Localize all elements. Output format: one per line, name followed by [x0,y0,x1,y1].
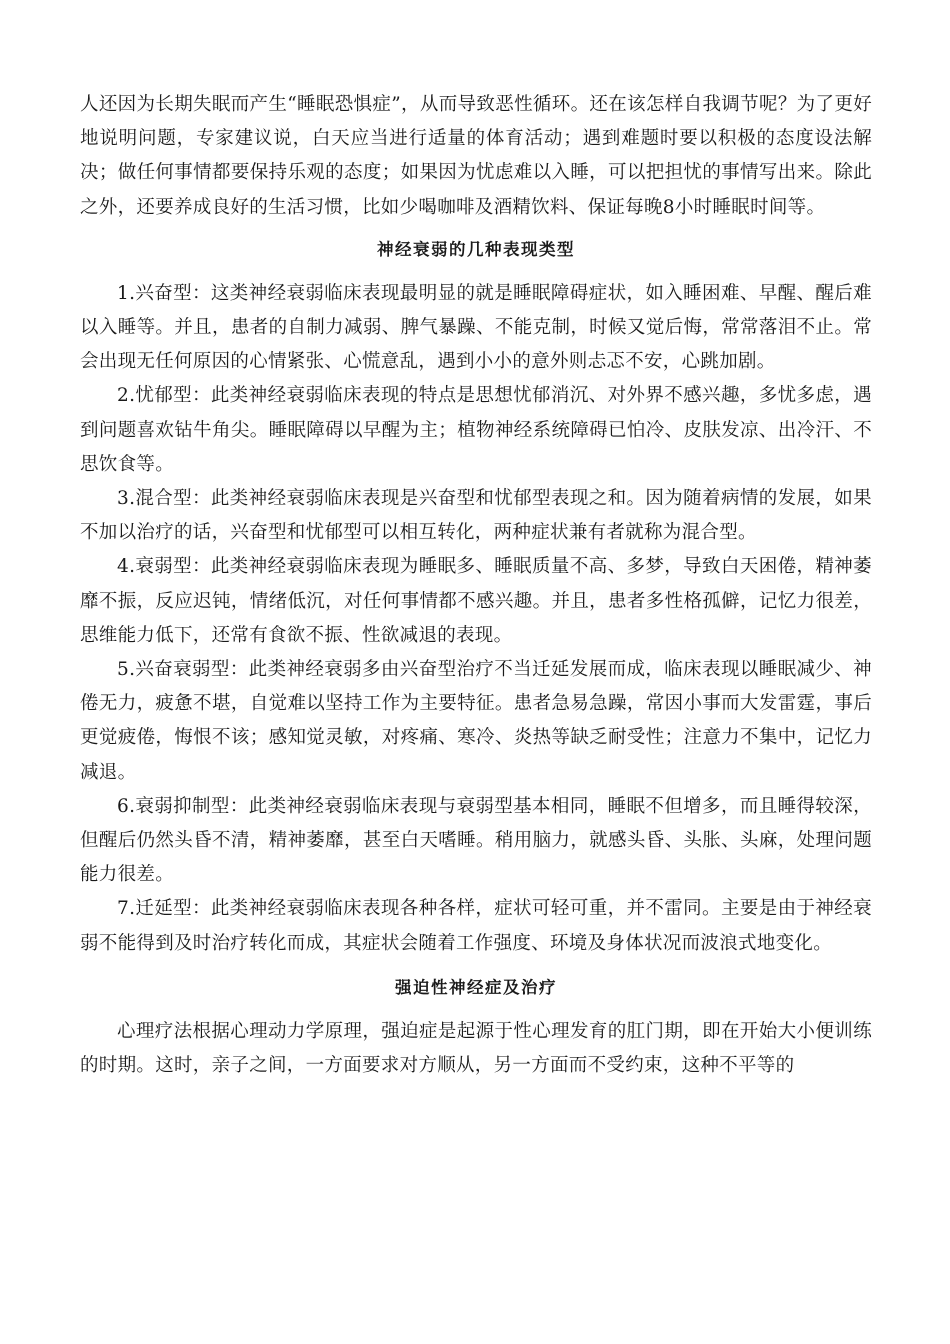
intro-paragraph: 人还因为长期失眠而产生“睡眠恐惧症”，从而导致恶性循环。还在该怎样自我调节呢？为了更好地说明问题，专家建议说，白天应当进行适量的体育活动；遇到难题时要以积极的态度设法解决；做任何事情都要保持乐观的态度；如果因为忧虑难以入睡，可以把担忧的事情写出来。除此之外，还要养成良好的生活习惯，比如少喝咖啡及酒精饮料、保证每晚8小时睡眠时间等。 [80,94,872,218]
ocd-paragraph: 心理疗法根据心理动力学原理，强迫症是起源于性心理发育的肛门期，即在开始大小便训练的时期。这时，亲子之间，一方面要求对方顺从，另一方面而不受约束，这种不平等的 [80,1020,872,1077]
list-item-type-3: 3.混合型：此类神经衰弱临床表现是兴奋型和忧郁型表现之和。因为随着病情的发展，如果不加以治疗的话，兴奋型和忧郁型可以相互转化，两种症状兼有者就称为混合型。 [80,488,872,544]
section-heading-ocd-treatment: 强迫性神经症及治疗 [395,977,557,997]
document-page [80,88,872,1083]
section-heading-neurasthenia-types: 神经衰弱的几种表现类型 [377,239,575,259]
list-item-type-2: 2.忧郁型：此类神经衰弱临床表现的特点是思想忧郁消沉、对外界不感兴趣，多忧多虑，遇到问题喜欢钻牛角尖。睡眠障碍以早醒为主；植物神经系统障碍已怕冷、皮肤发凉、出冷汗、不思饮食等。 [80,385,872,475]
list-item-type-7: 7.迁延型：此类神经衰弱临床表现各种各样，症状可轻可重，并不雷同。主要是由于神经衰弱不能得到及时治疗转化而成，其症状会随着工作强度、环境及身体状况而波浪式地变化。 [80,898,872,954]
list-item-type-6: 6.衰弱抑制型：此类神经衰弱临床表现与衰弱型基本相同，睡眠不但增多，而且睡得较深，但醒后仍然头昏不清，精神萎靡，甚至白天嗜睡。稍用脑力，就感头昏、头胀、头麻，处理问题能力很差。 [80,795,872,886]
list-item-type-4: 4.衰弱型：此类神经衰弱临床表现为睡眠多、睡眠质量不高、多梦，导致白天困倦，精神萎靡不振，反应迟钝，情绪低沉，对任何事情都不感兴趣。并且，患者多性格孤僻，记忆力很差，思维能力低下，还常有食欲不振、性欲减退的表现。 [80,556,872,646]
list-item-type-1: 1.兴奋型：这类神经衰弱临床表现最明显的就是睡眠障碍症状，如入睡困难、早醒、醒后难以入睡等。并且，患者的自制力减弱、脾气暴躁、不能克制，时候又觉后悔，常常落泪不止。常会出现无任何原因的心情紧张、心慌意乱，遇到小小的意外则忐忑不安，心跳加剧。 [80,282,872,373]
list-item-type-5: 5.兴奋衰弱型：此类神经衰弱多由兴奋型治疗不当迁延发展而成，临床表现以睡眠减少、神倦无力，疲惫不堪，自觉难以坚持工作为主要特征。患者急易急躁，常因小事而大发雷霆，事后更觉疲倦，悔恨不该；感知觉灵敏，对疼痛、寒冷、炎热等缺乏耐受性；注意力不集中，记忆力减退。 [80,659,872,783]
